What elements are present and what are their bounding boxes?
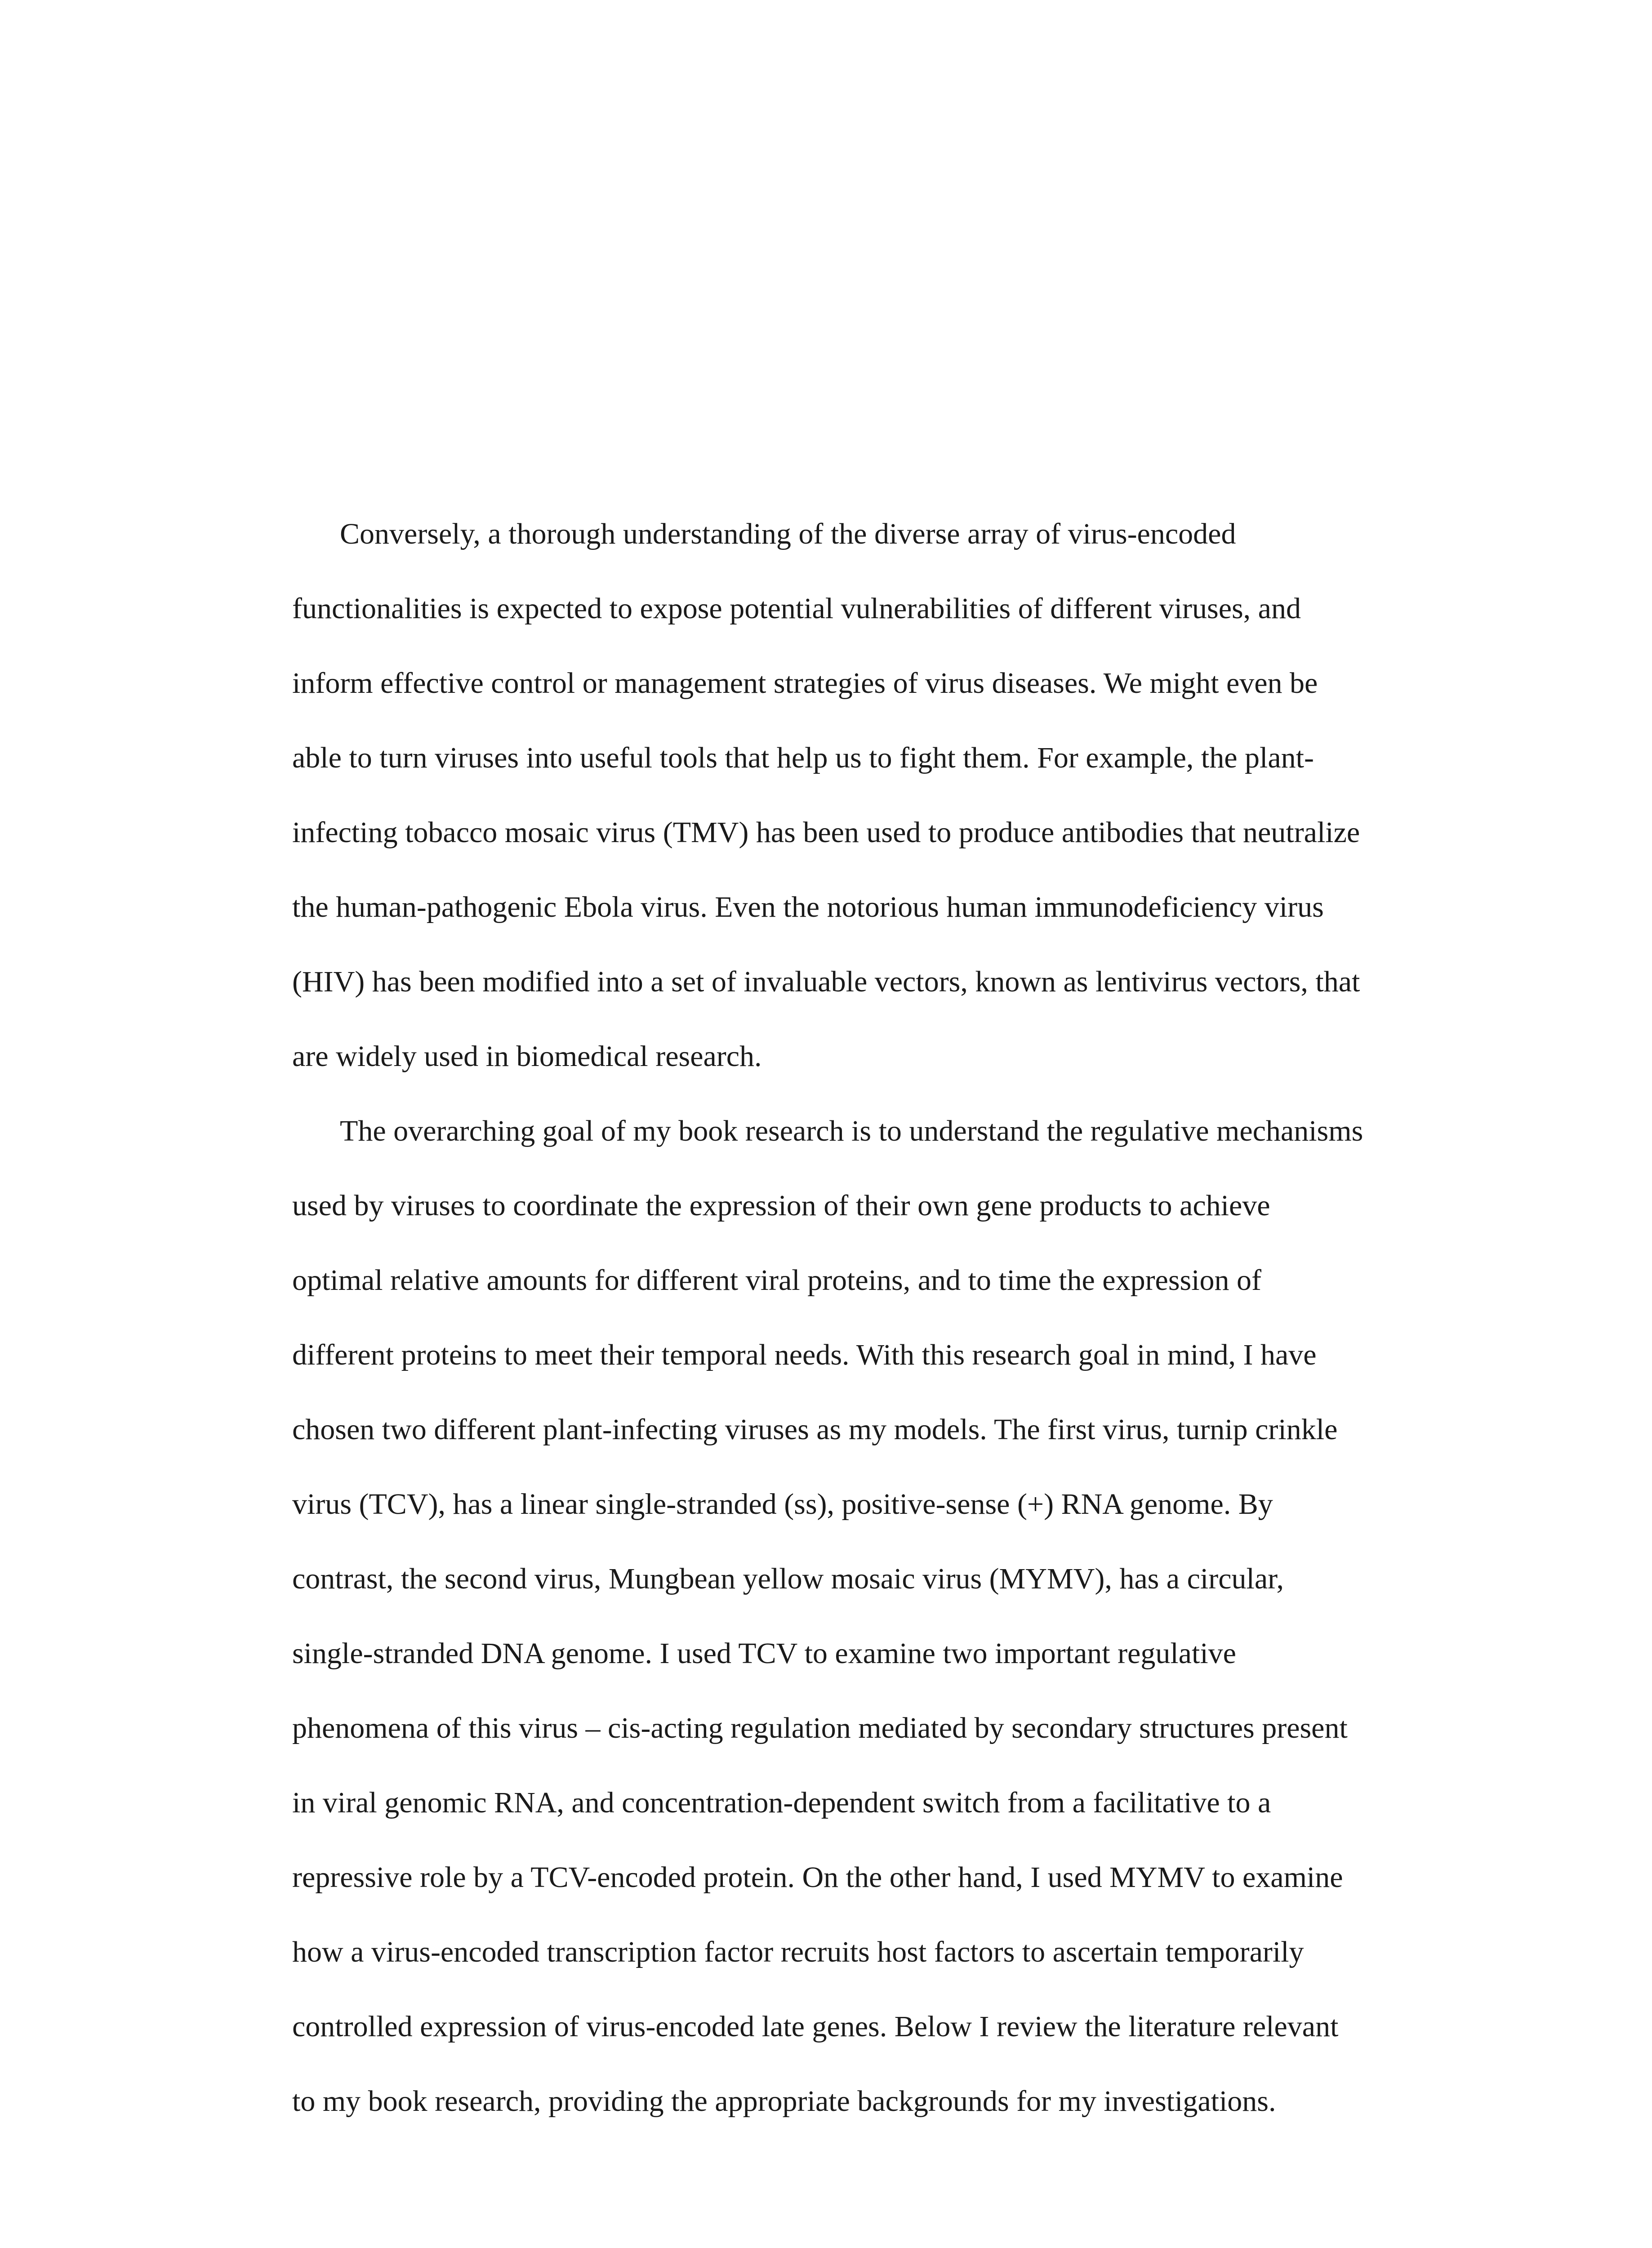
text-line: how a virus-encoded transcription factor recruits host factors to ascertain temporarily bbox=[292, 1936, 1304, 1968]
text-line: different proteins to meet their temporal needs. With this research goal in mind, I have bbox=[292, 1338, 1317, 1371]
body-text bbox=[292, 497, 1470, 2139]
text-line: in viral genomic RNA, and concentration-dependent switch from a facilitative to a bbox=[292, 1786, 1271, 1819]
text-line: repressive role by a TCV-encoded protein. On the other hand, I used MYMV to examine bbox=[292, 1861, 1343, 1894]
text-line: single-stranded DNA genome. I used TCV to examine two important regulative bbox=[292, 1637, 1236, 1670]
text-line: controlled expression of virus-encoded late genes. Below I review the literature relevant bbox=[292, 2010, 1339, 2043]
text-line: The overarching goal of my book research is to understand the regulative mechanisms bbox=[340, 1115, 1363, 1147]
text-line: used by viruses to coordinate the expression of their own gene products to achieve bbox=[292, 1189, 1270, 1222]
text-line: Conversely, a thorough understanding of the diverse array of virus-encoded bbox=[340, 517, 1236, 550]
text-line: infecting tobacco mosaic virus (TMV) has been used to produce antibodies that neutralize bbox=[292, 816, 1360, 849]
text-line: (HIV) has been modified into a set of invaluable vectors, known as lentivirus vectors, that bbox=[292, 965, 1360, 998]
text-line: virus (TCV), has a linear single-stranded (ss), positive-sense (+) RNA genome. By bbox=[292, 1488, 1273, 1521]
text-line: contrast, the second virus, Mungbean yellow mosaic virus (MYMV), has a circular, bbox=[292, 1562, 1284, 1595]
text-line: the human-pathogenic Ebola virus. Even the notorious human immunodeficiency virus bbox=[292, 891, 1324, 923]
text-line: inform effective control or management strategies of virus diseases. We might even be bbox=[292, 667, 1318, 700]
paragraph-1 bbox=[292, 497, 1470, 1094]
text-line: to my book research, providing the appropriate backgrounds for my investigations. bbox=[292, 2085, 1276, 2118]
text-line: optimal relative amounts for different viral proteins, and to time the expression of bbox=[292, 1264, 1262, 1297]
paragraph-2 bbox=[292, 1094, 1470, 2139]
text-line: are widely used in biomedical research. bbox=[292, 1040, 762, 1073]
text-line: able to turn viruses into useful tools that help us to fight them. For example, the plant- bbox=[292, 741, 1314, 774]
text-line: phenomena of this virus – cis-acting regulation mediated by secondary structures present bbox=[292, 1712, 1348, 1744]
text-line: functionalities is expected to expose potential vulnerabilities of different viruses, and bbox=[292, 592, 1301, 625]
text-line: chosen two different plant-infecting viruses as my models. The first virus, turnip crinkle bbox=[292, 1413, 1338, 1446]
